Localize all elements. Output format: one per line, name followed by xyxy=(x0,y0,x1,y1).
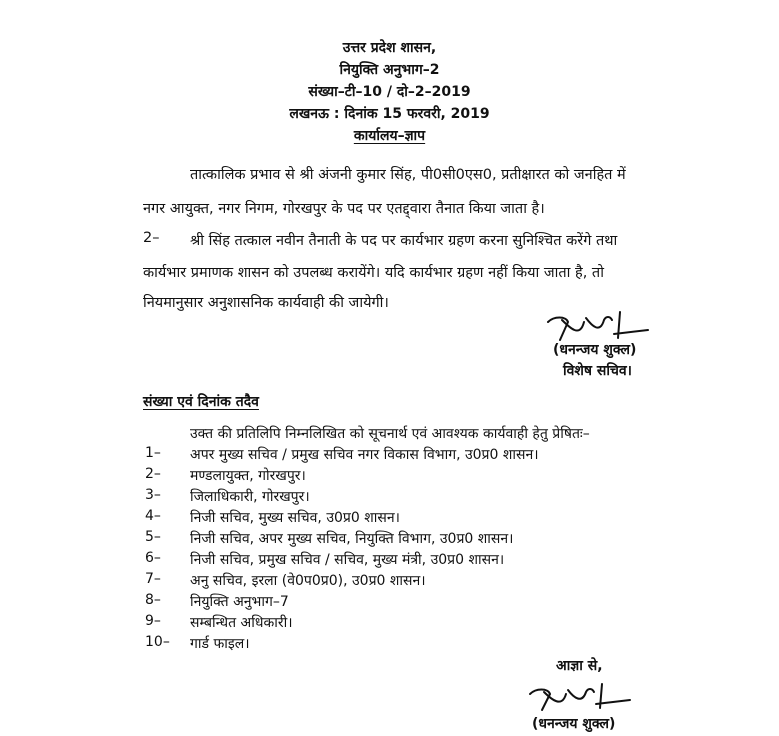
list-item-number: 1– xyxy=(145,445,161,461)
list-item: सम्बन्धित अधिकारी। xyxy=(190,615,293,631)
office-memo-title xyxy=(0,126,779,145)
para1-line2: नगर आयुक्त, नगर निगम, गोरखपुर के पद पर एतद्द्वारा तैनात किया जाता है। xyxy=(143,201,545,217)
copy-section-heading xyxy=(143,392,259,411)
signatory-designation-1: विशेष सचिव। xyxy=(563,363,632,379)
list-item: गार्ड फाइल। xyxy=(190,636,250,652)
para2-line3: नियमानुसार अनुशासनिक कार्यवाही की जायेगी। xyxy=(143,295,389,311)
copy-intro: उक्त की प्रतिलिपि निम्नलिखित को सूचनार्थ एवं आवश्यक कार्यवाही हेतु प्रेषितः– xyxy=(190,426,590,442)
list-item-number: 5– xyxy=(145,529,161,545)
list-item-number: 6– xyxy=(145,550,161,566)
list-item: मण्डलायुक्त, गोरखपुर। xyxy=(190,468,306,484)
list-item: नियुक्ति अनुभाग–7 xyxy=(190,594,289,610)
header-line-government: उत्तर प्रदेश शासन, xyxy=(342,40,437,56)
list-item-number: 7– xyxy=(145,571,161,587)
header-line-section: नियुक्ति अनुभाग–2 xyxy=(339,62,440,78)
by-order-text: आज्ञा से, xyxy=(556,658,603,674)
list-item-number: 10– xyxy=(145,634,170,650)
list-item: जिलाधिकारी, गोरखपुर। xyxy=(190,489,310,505)
header-place-date: लखनऊ : दिनांक 15 फरवरी, 2019 xyxy=(289,106,490,122)
list-item-number: 9– xyxy=(145,613,161,629)
header-reference-number: संख्या–टी–10 / दो–2–2019 xyxy=(308,84,471,100)
list-item: निजी सचिव, मुख्य सचिव, उ0प्र0 शासन। xyxy=(190,510,400,526)
list-item: अनु सचिव, इरला (वे0प0प्र0), उ0प्र0 शासन। xyxy=(190,573,426,589)
list-item-number: 3– xyxy=(145,487,161,503)
signature-scribble-2 xyxy=(522,680,642,716)
signatory-name-1: (धनन्जय शुक्ल) xyxy=(553,342,637,358)
list-item-number: 8– xyxy=(145,592,161,608)
list-item: निजी सचिव, प्रमुख सचिव / सचिव, मुख्य मंत्री, उ0प्र0 शासन। xyxy=(190,552,505,568)
signatory-name-2: (धनन्जय शुक्ल) xyxy=(532,716,616,732)
office-memo-label: कार्यालय–ज्ञाप xyxy=(353,128,426,144)
list-item: निजी सचिव, अपर मुख्य सचिव, नियुक्ति विभाग, उ0प्र0 शासन। xyxy=(190,531,514,547)
list-item-number: 2– xyxy=(145,466,161,482)
para1-line1: तात्कालिक प्रभाव से श्री अंजनी कुमार सिंह, पी0सी0एस0, प्रतीक्षारत को जनहित में xyxy=(190,167,626,183)
para2-number: 2– xyxy=(143,230,160,246)
copy-heading-label: संख्या एवं दिनांक तदैव xyxy=(143,394,259,410)
list-item: अपर मुख्य सचिव / प्रमुख सचिव नगर विकास विभाग, उ0प्र0 शासन। xyxy=(190,447,539,463)
list-item-number: 4– xyxy=(145,508,161,524)
para2-line2: कार्यभार प्रमाणक शासन को उपलब्ध करायेंगे। यदि कार्यभार ग्रहण नहीं किया जाता है, तो xyxy=(143,265,604,281)
para2-line1: श्री सिंह तत्काल नवीन तैनाती के पद पर कार्यभार ग्रहण करना सुनिश्चित करेंगे तथा xyxy=(190,233,618,249)
